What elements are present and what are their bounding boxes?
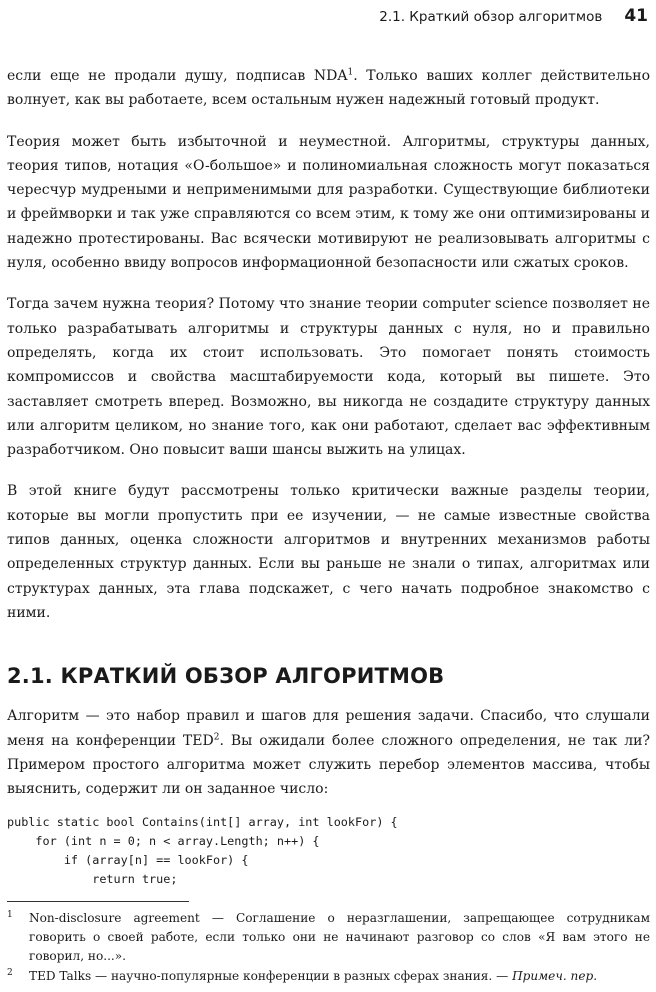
footnote-ref-1: 1 bbox=[347, 67, 354, 78]
section-heading: 2.1. КРАТКИЙ ОБЗОР АЛГОРИТМОВ bbox=[7, 664, 445, 689]
paragraph-1-text-after: . Только ваших коллег действительно волнует, как вы работаете, всем остальным нужен надежный готовый продукт. bbox=[7, 68, 650, 109]
footnote-mark-2: 2 bbox=[7, 967, 13, 978]
footnote-mark-1: 1 bbox=[7, 910, 13, 920]
body-text bbox=[7, 64, 650, 889]
paragraph-2: Теория может быть избыточной и неуместной. Алгоритмы, структуры данных, теория типов, нотация «O-большое» и полиномиальная сложность могут показаться чересчур мудреными и неприменимыми для разработки. Существующие библиотеки и фреймворки и так уже справляются со всем этим, к тому же они оптимизированы и надежно протестированы. Вас всячески мотивируют не реализовывать алгоритмы с нуля, особенно ввиду вопросов информационной безопасности или сжатых сроков. bbox=[7, 133, 650, 272]
footnote-divider bbox=[7, 901, 189, 902]
paragraph-1 bbox=[7, 64, 650, 113]
running-head bbox=[379, 6, 648, 30]
page-number: 41 bbox=[624, 6, 648, 26]
translator-note: Примеч. пер. bbox=[512, 968, 598, 983]
running-head-title: 2.1. Краткий обзор алгоритмов bbox=[379, 9, 603, 25]
footnote-ref-2: 2 bbox=[213, 731, 220, 742]
paragraph-5 bbox=[7, 704, 650, 801]
footnote-1-text: Non-disclosure agreement — Соглашение о неразглашении, запрещающее сотрудникам говорить о своей работе, если только они не начинают разговор со слов «Я вам этого не говорил, но...». bbox=[29, 911, 650, 964]
paragraph-5-text-after: . Вы ожидали более сложного определения, не так ли? Примером простого алгоритма может служить перебор элементов массива, чтобы выяснить, содержит ли он заданное число: bbox=[7, 732, 650, 798]
paragraph-4: В этой книге будут рассмотрены только критически важные разделы теории, которые вы могли пропустить при ее изучении, — не самые известные свойства типов данных, оценка сложности алгоритмов и внутренних механизмов работы определенных структур данных. Если вы раньше не знали о типах, алгоритмах или структурах данных, эта глава подскажет, с чего начать подробное знакомство с ними. bbox=[7, 483, 650, 621]
footnote-2 bbox=[7, 967, 650, 986]
code-listing: public static bool Contains(int[] array, int lookFor) { for (int n = 0; n < array.Length; n++) { if (array[n] == lookFor) { return true; bbox=[7, 815, 398, 886]
footnote-1 bbox=[7, 909, 650, 967]
paragraph-1-text: если еще не продали душу, подписав NDA bbox=[7, 68, 348, 84]
footnotes bbox=[7, 909, 650, 986]
paragraph-5-text: Алгоритм — это набор правил и шагов для решения задачи. Спасибо, что слушали меня на конференции TED bbox=[7, 708, 650, 749]
paragraph-3: Тогда зачем нужна теория? Потому что знание теории computer science позволяет не только разрабатывать алгоритмы и структуры данных с нуля, но и правильно определять, когда их стоит использовать. Это помогает понять стоимость компромиссов и свойства масштабируемости кода, который вы пишете. Это заставляет смотреть вперед. Возможно, вы никогда не создадите структуру данных или алгоритм целиком, но знание того, как они работают, сделает вас эффективным разработчиком. Оно повысит ваши шансы выжить на улицах. bbox=[7, 296, 650, 459]
footnote-2-text: TED Talks — научно-популярные конференции в разных сферах знания. — bbox=[29, 968, 513, 983]
